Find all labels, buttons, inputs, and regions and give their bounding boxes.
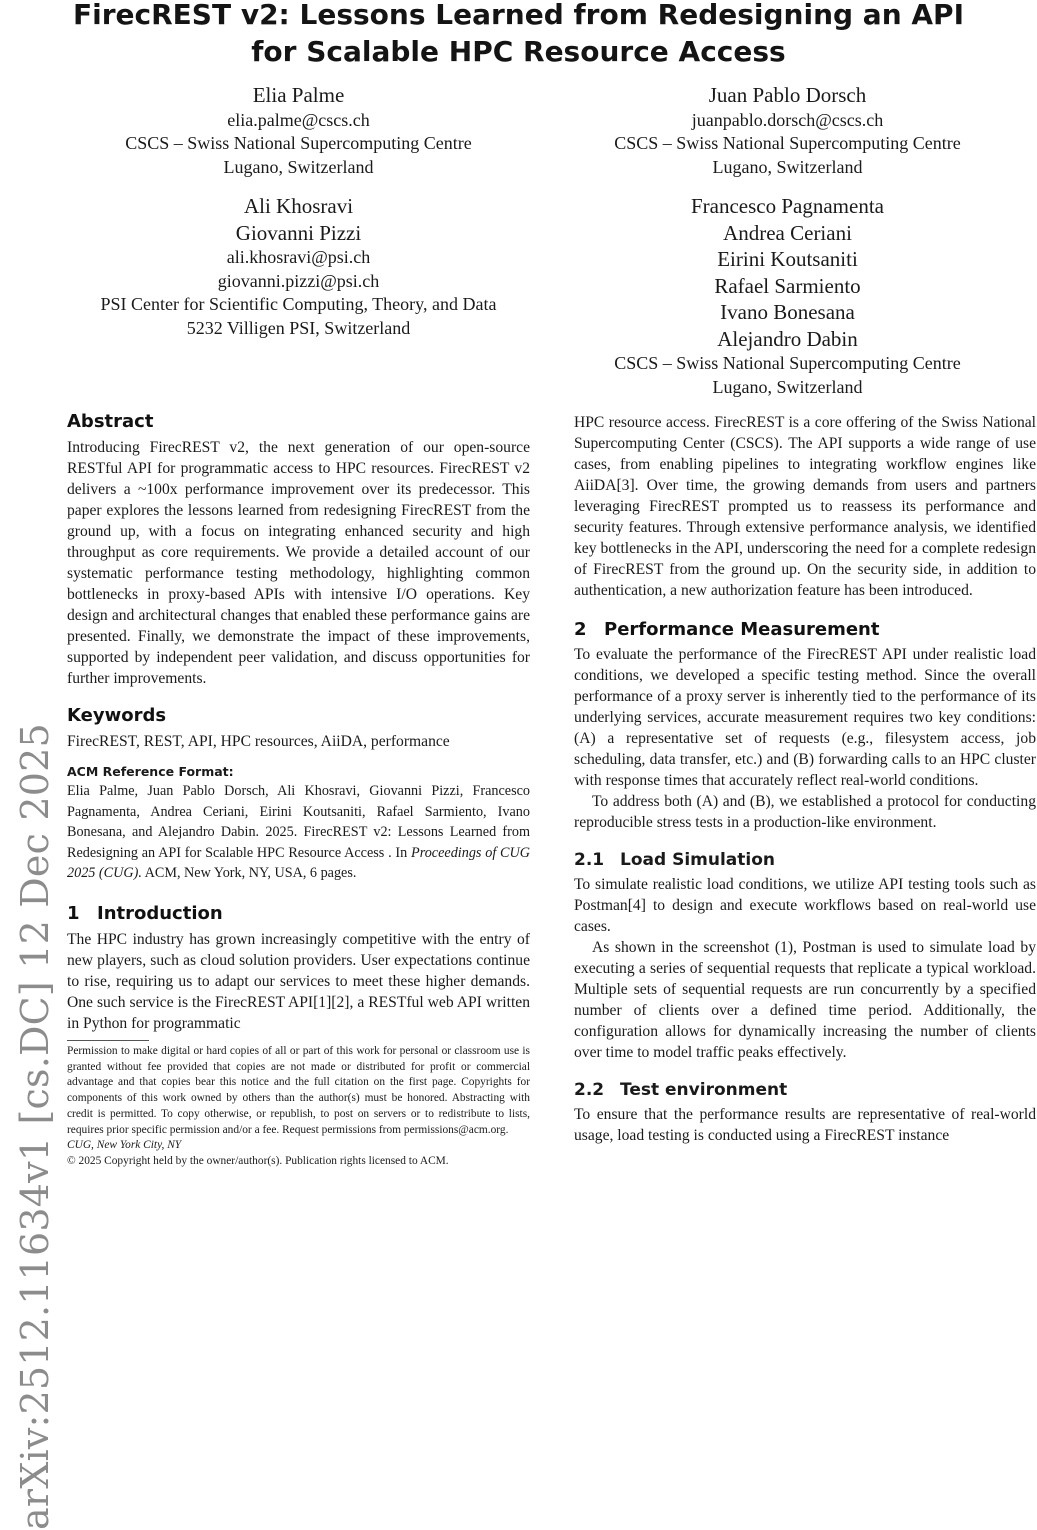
- author-email[interactable]: elia.palme@cscs.ch: [227, 109, 370, 130]
- abstract-text: Introducing FirecREST v2, the next generation of our open-source RESTful API for programmatic access to HPC resources. FirecREST v2 delivers a ~100x performance improvement over its predecessor. This paper explores the lessons learned from redesigning FirecREST from the ground up, with a focus on integrating enhanced security and high throughput as core requirements. We provide a detailed account of our systematic performance testing methodology, highlighting common bottlenecks in proxy-based APIs with intensive I/O operations. Key design and architectural changes that enabled these performance gains are presented. Finally, we demonstrate the impact of these improvements, supported by independent peer validation, and discuss opportunities for further improvements.: [67, 439, 530, 687]
- venue-line: CUG, New York City, NY: [67, 1139, 182, 1152]
- introduction-text: The HPC industry has grown increasingly competitive with the entry of new players, such as cloud solution providers. User expectations continue to rise, requiring us to adapt our services to meet these higher demands. One such service is the FirecREST API[1][2], a RESTful web API written in Python for programmatic: [67, 930, 530, 1032]
- permission-notice: Permission to make digital or hard copies of all or part of this work for personal or classroom use is granted without fee provided that copies are not made or distributed for profit or commercial advantage and that copies bear this notice and the full citation on the first page. Copyrights for components of this work owned by others than the author(s) must be honored. Abstracting with credit is permitted. To copy otherwise, or republish, to post on servers or to redistribute to lists, requires prior specific permission and/or a fee. Request permissions from permissions@acm.org.: [67, 1045, 530, 1136]
- section-heading-test-environment: [574, 1079, 1036, 1102]
- author-name: Rafael Sarmiento: [714, 273, 861, 298]
- author-name: Giovanni Pizzi: [235, 220, 362, 245]
- section-number: 2.1: [574, 850, 605, 870]
- arxiv-identifier[interactable]: arXiv:2512.11634v1 [cs.DC] 12 Dec 2025: [13, 723, 57, 1530]
- section-title: Performance Measurement: [604, 619, 880, 640]
- section-heading-load-simulation: [574, 849, 1036, 872]
- keywords-text: FirecREST, REST, API, HPC resources, AiiDA, performance: [67, 733, 450, 750]
- author-name: Ali Khosravi: [243, 194, 354, 218]
- copyright-line: © 2025 Copyright held by the owner/author(s). Publication rights licensed to ACM.: [67, 1154, 449, 1167]
- author-email[interactable]: giovanni.pizzi@psi.ch: [217, 270, 380, 291]
- right-column: [574, 412, 1036, 1146]
- copyright-footnote: [67, 1044, 530, 1170]
- performance-paragraph-1: To evaluate the performance of the FirecREST API under realistic load conditions, we developed a specific testing method. Since the overall performance of a proxy server is inherently tied to the performance of its underlying services, accurate measurement requires two key conditions: (A) a representative set of requests (e.g., filesystem access, job scheduling, data transfer, etc.) and (B) forwarding calls to an HPC cluster with response times that accurately reflect real-world conditions.: [574, 646, 1036, 789]
- footnote-rule: [67, 1040, 149, 1041]
- abstract-heading: Abstract: [67, 411, 154, 432]
- paper-title: FirecREST v2: Lessons Learned from Redesigning an API for Scalable HPC Resource Access: [73, 0, 964, 68]
- author-name: Juan Pablo Dorsch: [708, 83, 867, 107]
- author-block-dorsch: [574, 82, 1001, 179]
- section-number: 1: [67, 902, 80, 924]
- acm-reference-text: [67, 781, 530, 884]
- author-email[interactable]: ali.khosravi@psi.ch: [226, 247, 371, 267]
- acm-reference-tail: ACM, New York, NY, USA, 6 pages.: [144, 865, 357, 881]
- section-title: Load Simulation: [620, 850, 775, 870]
- author-block-palme: [67, 82, 530, 179]
- author-name: Francesco Pagnamenta: [690, 194, 884, 218]
- acm-reference-proceedings: Proceedings of CUG 2025 (CUG).: [67, 844, 531, 881]
- author-name: Alejandro Dabin: [717, 326, 858, 351]
- introduction-continued: HPC resource access. FirecREST is a core offering of the Swiss National Supercomputing Center (CSCS). The API supports a wide range of use cases, from enabling pipelines to integrating workflow engines like AiiDA[3]. Over time, the growing demands from users and partners leveraging FirecREST prompted us to reassess its performance and security features. Through extensive performance analysis, we identified key bottlenecks in the API, underscoring the need for a complete redesign of FirecREST from the ground up. On the security side, in addition to authentication, a new authorization feature has been introduced.: [574, 414, 1036, 599]
- load-simulation-paragraph-1: To simulate realistic load conditions, we utilize API testing tools such as Postman[4] to design and execute workflows based on real-world use cases.: [574, 876, 1036, 935]
- section-heading-performance: [574, 618, 1036, 642]
- test-environment-paragraph-1: To ensure that the performance results are representative of real-world usage, load testing is conducted using a FirecREST instance: [574, 1106, 1036, 1144]
- author-affiliation: PSI Center for Scientific Computing, Theory, and Data: [100, 294, 497, 314]
- author-affiliation: CSCS – Swiss National Supercomputing Centre: [125, 133, 472, 153]
- author-name: Andrea Ceriani: [723, 220, 852, 245]
- section-number: 2.2: [574, 1080, 605, 1100]
- author-name: Ivano Bonesana: [720, 300, 855, 324]
- load-simulation-paragraph-2: As shown in the screenshot (1), Postman is used to simulate load by executing a series of sequential requests that replicate a typical workload. Multiple sets of sequential requests are run concurrently by a specified number of clients over a defined time period. Additionally, the configuration allows for dynamically increasing the number of clients over time to model traffic peaks effectively.: [574, 939, 1036, 1061]
- section-number: 2: [574, 619, 587, 640]
- author-block-psi: [67, 193, 530, 340]
- acm-reference-label: ACM Reference Format:: [67, 764, 234, 779]
- author-affiliation: CSCS – Swiss National Supercomputing Centre: [614, 353, 961, 373]
- section-title: Introduction: [97, 902, 223, 924]
- author-name: Eirini Koutsaniti: [717, 247, 858, 271]
- section-title: Test environment: [620, 1080, 788, 1100]
- left-column: [67, 410, 530, 1034]
- author-location: Lugano, Switzerland: [712, 376, 863, 397]
- keywords-heading: Keywords: [67, 705, 167, 726]
- section-heading-introduction: [67, 902, 530, 926]
- acm-reference-body: Elia Palme, Juan Pablo Dorsch, Ali Khosravi, Giovanni Pizzi, Francesco Pagnamenta, Andrea Ceriani, Eirini Koutsaniti, Rafael Sarmiento, Ivano Bonesana, and Alejandro Dabin. 2025. FirecREST v2: Lessons Learned from Redesigning an API for Scalable HPC Resource Access . In: [67, 783, 530, 861]
- author-affiliation: CSCS – Swiss National Supercomputing Centre: [614, 133, 961, 153]
- author-name: Elia Palme: [252, 83, 345, 107]
- performance-paragraph-2: To address both (A) and (B), we established a protocol for conducting reproducible stress tests in a production-like environment.: [574, 793, 1036, 831]
- author-location: 5232 Villigen PSI, Switzerland: [186, 317, 411, 338]
- author-location: Lugano, Switzerland: [223, 156, 374, 177]
- author-block-cscs-team: [574, 193, 1001, 399]
- author-email[interactable]: juanpablo.dorsch@cscs.ch: [691, 109, 884, 130]
- author-location: Lugano, Switzerland: [712, 156, 863, 177]
